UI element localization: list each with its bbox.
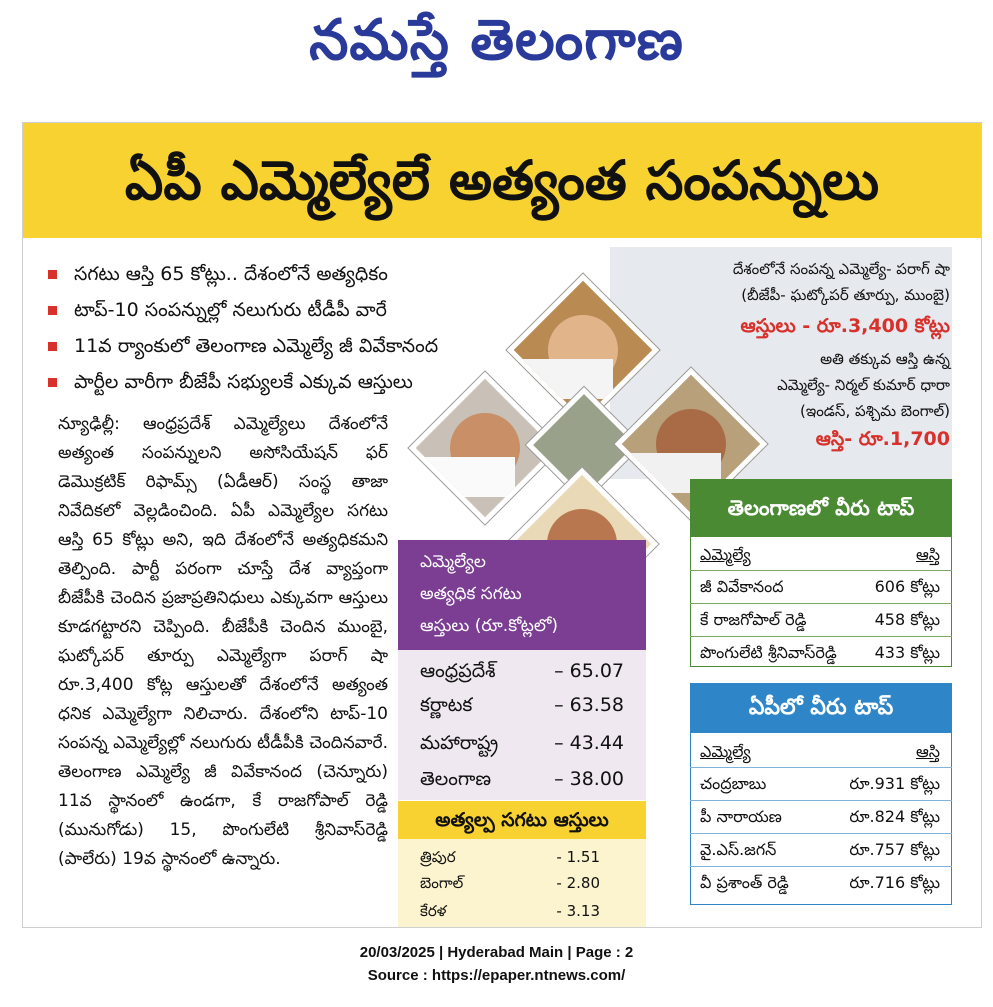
headline: ఏపీ ఎమ్మెల్యేలే అత్యంత సంపన్నులు	[23, 123, 981, 238]
footer-source: Source : https://epaper.ntnews.com/	[367, 967, 626, 984]
bullet-square-icon	[48, 342, 57, 351]
highest-avg-title: ఎమ్మెల్యేల అత్యధిక సగటు ఆస్తులు (రూ.కోట్లలో)	[398, 540, 646, 650]
table-row: వీ ప్రశాంత్‌ రెడ్డి రూ.716 కోట్లు	[690, 866, 952, 899]
highest-avg-list	[398, 650, 646, 800]
bullet-item: పార్టీల వారీగా బీజేపీ సభ్యులకే ఎక్కువ ఆస్తులు	[46, 364, 516, 400]
highlight-bullets	[46, 256, 516, 400]
bullet-item: 11వ ర్యాంకులో తెలంగాణ ఎమ్మెల్యే జీ వివేకానంద	[46, 328, 516, 364]
least-line: (ఇండస్‌, పశ్చిమ బెంగాల్‌)	[800, 402, 950, 420]
ap-top-title: ఏపీలో వీరు టాప్‌	[690, 683, 952, 733]
bullet-square-icon	[48, 306, 57, 315]
bullet-square-icon	[48, 378, 57, 387]
least-line: అతి తక్కువ ఆస్తి ఉన్న	[820, 350, 950, 368]
list-item: మహారాష్ట్ర – 43.44	[420, 732, 624, 754]
least-line: ఎమ్మెల్యే- నిర్మల్‌ కుమార్‌ ధారా	[777, 376, 950, 394]
list-item: కర్ణాటక – 63.58	[420, 694, 624, 716]
bullet-square-icon	[48, 270, 57, 279]
telangana-top-title: తెలంగాణలో వీరు టాప్‌	[690, 479, 952, 537]
table-row: వై.ఎస్‌.జగన్‌ రూ.757 కోట్లు	[690, 833, 952, 866]
least-assets: ఆస్తి- రూ.1,700	[815, 428, 950, 450]
richest-line: దేశంలోనే సంపన్న ఎమ్మెల్యే- పరాగ్‌ షా	[732, 260, 950, 278]
list-item: కేరళ - 3.13	[420, 902, 600, 920]
richest-line: (బీజేపీ- ఘట్కోపర్‌ తూర్పు, ముంబై)	[741, 286, 950, 304]
list-item: త్రిపుర - 1.51	[420, 848, 600, 866]
list-item: బెంగాల్‌ - 2.80	[420, 874, 600, 892]
table-header: ఎమ్మెల్యే ఆస్తి	[700, 545, 940, 564]
table-row: పొంగులేటి శ్రీనివాస్‌రెడ్డి 433 కోట్లు	[690, 636, 952, 669]
table-row: పీ నారాయణ రూ.824 కోట్లు	[690, 800, 952, 833]
bullet-item: టాప్‌-10 సంపన్నుల్లో నలుగురు టీడీపీ వారే	[46, 292, 516, 328]
article-body: న్యూఢిల్లీ: ఆంధ్రప్రదేశ్‌ ఎమ్మెల్యేలు దేశంలోనే అత్యంత సంపన్నులని అసోసియేషన్‌ ఫర్‌ డెమొక్రటిక్‌ రిఫామ్స్‌ (ఏడీఆర్‌) సంస్థ తాజా నివేదికలో వెల్లడించింది. ఏపీ ఎమ్మెల్యేల సగటు ఆస్తి 65 కోట్లు అని, ఇది దేశంలోనే అత్యధికమని తెల్పింది. పార్టీ పరంగా చూస్తే దేశ వ్యాప్తంగా బీజేపీకి చెందిన ప్రజాప్రతినిధులు ఎక్కువగా ఆస్తులు కూడగట్టారని చెప్పింది. బీజేపీకి చెందిన ముంబై, ఘట్కోపర్‌ తూర్పు ఎమ్మెల్యేగా పరాగ్‌ షా రూ.3,400 కోట్ల ఆస్తులతో దేశంలోనే అత్యంత ధనిక ఎమ్మెల్యేగా నిలిచారు. దేశంలోని టాప్‌-10 సంపన్న ఎమ్మెల్యేల్లో నలుగురు టీడీపీకి చెందినవారే. తెలంగాణ ఎమ్మెల్యే జీ వివేకానంద (చెన్నూరు) 11వ స్థానంలో ఉండగా, కే రాజగోపాల్‌ రెడ్డి (మునుగోడు) 15, పొంగులేటి శ్రీనివాస్‌రెడ్డి (పాలేరు) 19వ స్థానంలో ఉన్నారు.	[58, 414, 388, 869]
table-row: చంద్రబాబు రూ.931 కోట్లు	[690, 767, 952, 800]
masthead-logo: నమస్తే తెలంగాణ	[309, 7, 684, 73]
list-item: తెలంగాణ – 38.00	[420, 768, 624, 790]
table-row: కే రాజగోపాల్‌ రెడ్డి 458 కోట్లు	[690, 603, 952, 636]
ap-table-body	[690, 737, 952, 899]
footer-edition-info: 20/03/2025 | Hyderabad Main | Page : 2	[359, 944, 634, 961]
table-header: ఎమ్మెల్యే ఆస్తి	[700, 742, 940, 761]
lowest-avg-list	[398, 839, 646, 927]
list-item: ఆంధ్రప్రదేశ్‌ – 65.07	[420, 660, 624, 682]
table-row: జీ వివేకానంద 606 కోట్లు	[690, 570, 952, 603]
richest-assets: ఆస్తులు - రూ.3,400 కోట్లు	[740, 315, 950, 337]
bullet-item: సగటు ఆస్తి 65 కోట్లు.. దేశంలోనే అత్యధికం	[46, 256, 516, 292]
telangana-table-body	[690, 540, 952, 669]
lowest-avg-title: అత్యల్ప సగటు ఆస్తులు	[398, 801, 646, 839]
